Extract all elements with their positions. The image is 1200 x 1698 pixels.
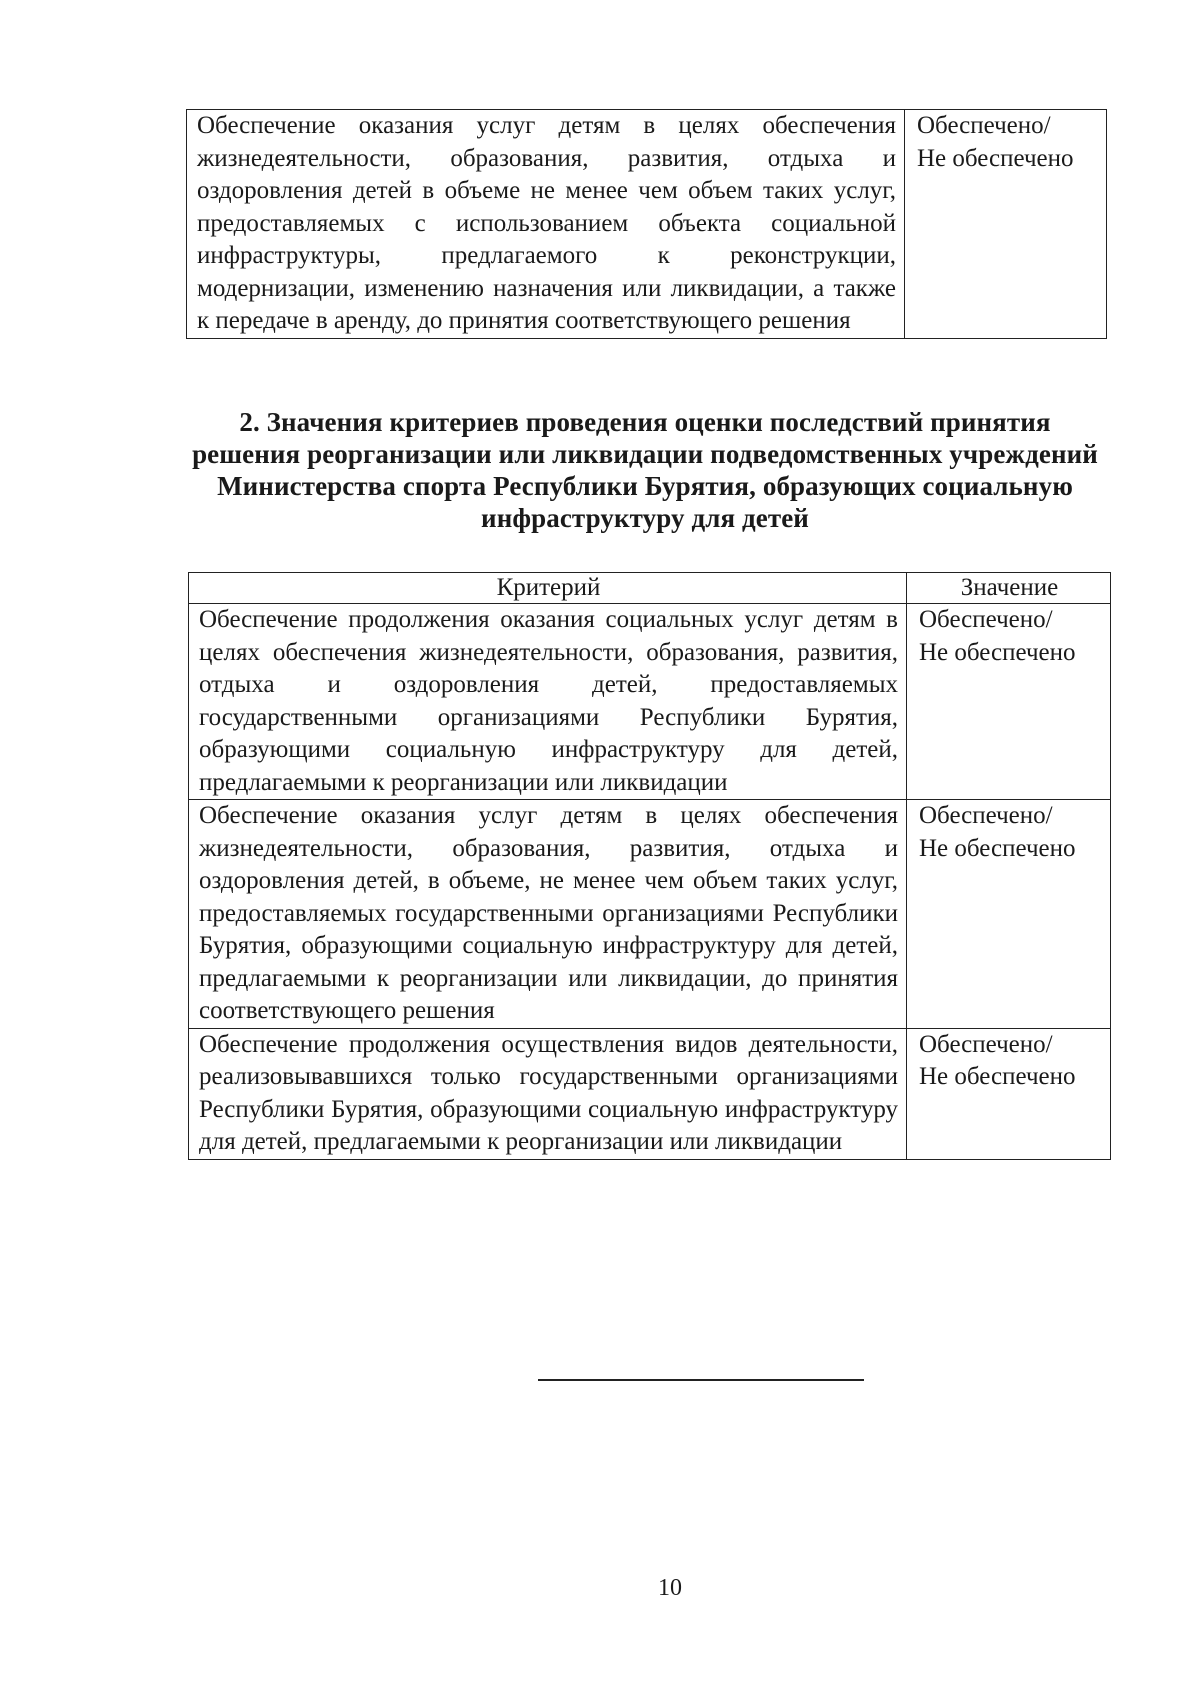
value-not-provided: Не обеспечено [917, 144, 1074, 172]
value-cell [907, 800, 1111, 1029]
table-row [189, 604, 1111, 800]
criterion-cell: Обеспечение продолжения осуществления видов деятельности, реализовывавшихся только государственными организациями Республики Бурятия, образующими социальную инфраструктуру для детей, предлагаемыми к реорганизации или ликвидации [189, 1028, 907, 1159]
criterion-cell: Обеспечение оказания услуг детям в целях обеспечения жизнедеятельности, образования, развития, отдыха и оздоровления детей в объеме не менее чем объем таких услуг, предоставляемых с использованием объекта социальной инфраструктуры, предлагаемого к реконструкции, модернизации, изменению назначения или ликвидации, а также к передаче в аренду, до принятия соответствующего решения [187, 110, 905, 339]
section-heading-line-2: решения реорганизации или ликвидации подведомственных учреждений [192, 439, 1098, 469]
criterion-cell: Обеспечение продолжения оказания социальных услуг детям в целях обеспечения жизнедеятельности, образования, развития, отдыха и оздоровления детей, предоставляемых государственными организациями Республики Бурятия, образующими социальную инфраструктуру для детей, предлагаемыми к реорганизации или ликвидации [189, 604, 907, 800]
value-not-provided: Не обеспечено [919, 638, 1076, 666]
value-provided: Обеспечено/ [919, 1030, 1053, 1058]
value-cell [907, 1028, 1111, 1159]
criterion-cell: Обеспечение оказания услуг детям в целях обеспечения жизнедеятельности, образования, развития, отдыха и оздоровления детей, в объеме, не менее чем объем таких услуг, предоставляемых государственными организациями Республики Бурятия, образующими социальную инфраструктуру для детей, предлагаемыми к реорганизации или ликвидации, до принятия соответствующего решения [189, 800, 907, 1029]
value-cell [907, 604, 1111, 800]
section-heading [170, 406, 1120, 534]
table-row [187, 110, 1107, 339]
value-not-provided: Не обеспечено [919, 834, 1076, 862]
value-cell [905, 110, 1107, 339]
value-provided: Обеспечено/ [919, 606, 1053, 633]
page-number: 10 [658, 1575, 682, 1601]
end-of-section-rule [538, 1379, 864, 1381]
table-header-row [189, 573, 1111, 604]
section-heading-line-3: Министерства спорта Республики Бурятия, образующих социальную [217, 471, 1073, 501]
table-row [189, 800, 1111, 1029]
value-provided: Обеспечено/ [919, 802, 1053, 829]
criteria-table-continued [186, 109, 1107, 339]
value-provided: Обеспечено/ [917, 112, 1051, 139]
criteria-table [188, 572, 1111, 1160]
table-row [189, 1028, 1111, 1159]
section-heading-line-4: инфраструктуру для детей [481, 503, 809, 533]
column-header-criterion: Критерий [189, 573, 907, 604]
value-not-provided: Не обеспечено [919, 1063, 1076, 1090]
section-heading-line-1: 2. Значения критериев проведения оценки последствий принятия [239, 407, 1051, 437]
column-header-value: Значение [907, 573, 1111, 604]
